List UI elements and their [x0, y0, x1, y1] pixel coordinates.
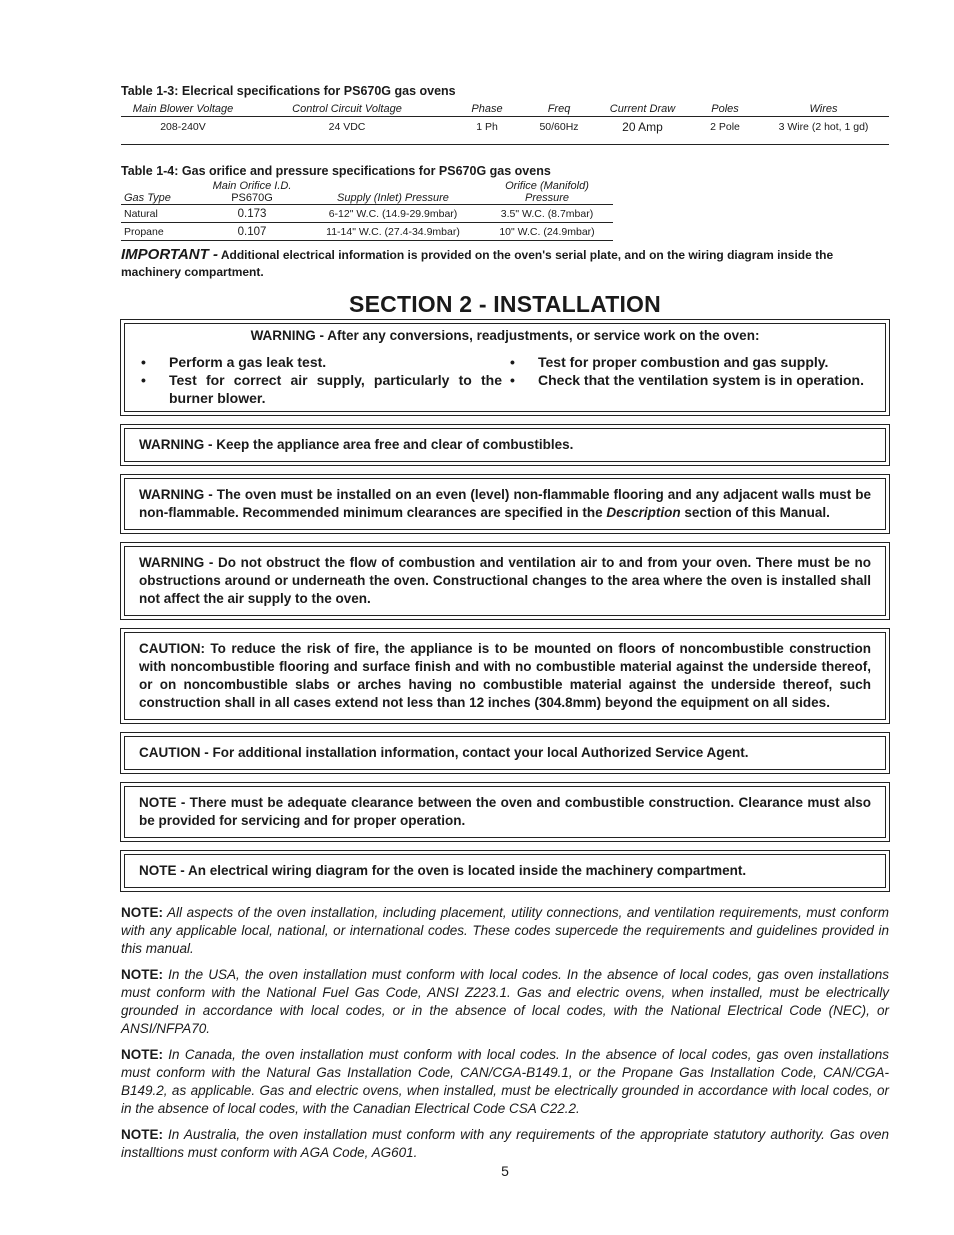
table-1-4-caption: Table 1-4: Gas orifice and pressure specifications for PS670G gas ovens	[121, 164, 551, 178]
cell-main-orifice: 0.107	[199, 223, 305, 241]
note-box-clearance: NOTE - There must be adequate clearance between the oven and combustible construction. Clearance must also be provided for servicing and for proper operation.	[124, 786, 886, 838]
important-label: IMPORTANT -	[121, 246, 218, 263]
manual-page	[121, 84, 889, 1170]
note-label: NOTE:	[121, 905, 163, 920]
warning-bullets	[139, 353, 871, 407]
col-freq: Freq	[525, 103, 593, 117]
note-codes	[121, 904, 889, 958]
warning-flooring-text-end: section of this Manual.	[680, 505, 830, 520]
bullet-column-right	[502, 353, 871, 407]
cell-supply-pressure: 6-12" W.C. (14.9-29.9mbar)	[305, 205, 481, 223]
cell-orifice-pressure: 3.5" W.C. (8.7mbar)	[481, 205, 613, 223]
table-row	[121, 117, 889, 145]
description-reference: Description	[606, 505, 681, 520]
cell-freq: 50/60Hz	[539, 121, 579, 133]
note-canada	[121, 1046, 889, 1118]
col-orifice-pressure	[481, 180, 613, 205]
electrical-spec-table	[121, 103, 889, 145]
cell-poles: 2 Pole	[710, 121, 740, 133]
note-label: NOTE:	[121, 1127, 163, 1142]
section-title: SECTION 2 - INSTALLATION	[349, 291, 661, 317]
col-poles: Poles	[692, 103, 758, 117]
cell-orifice-pressure: 10" W.C. (24.9mbar)	[481, 223, 613, 241]
col-phase: Phase	[449, 103, 525, 117]
col-current-draw: Current Draw	[593, 103, 692, 117]
note-box-wiring: NOTE - An electrical wiring diagram for the oven is located inside the machinery compartment.	[124, 854, 886, 888]
note-text: In Canada, the oven installation must conform with local codes. In the absence of local codes, gas oven installations must conform with the Natural Gas Installation Code, CAN/CGA-B149.1, or the Propane Gas Installation Code, CAN/CGA-B149.2, as applicable. Gas and electric ovens, when installed, must be electrically grounded in accordance with local codes, or in the absence of local codes, with the Canadian Electrical Code CSA C22.2.	[121, 1047, 889, 1116]
cell-main-blower-voltage: 208-240V	[160, 121, 206, 133]
bullet-text: Perform a gas leak test.	[169, 354, 327, 370]
note-usa	[121, 966, 889, 1038]
table-row	[121, 223, 613, 241]
warning-box-flooring	[124, 478, 886, 530]
bullet-icon: •	[141, 354, 146, 370]
caution-box-fire: CAUTION: To reduce the risk of fire, the appliance is to be mounted on floors of noncombustible construction with noncombustible flooring and surface finish and with no combustible material against the underside thereof, or on noncombustible slabs or arches having no combustible material against the underside thereof, such construction shall in all cases extend not less than 12 inches (304.8mm) beyond the equipment on all sides.	[124, 632, 886, 720]
cell-control-circuit-voltage: 24 VDC	[328, 121, 366, 133]
bullet-text: Check that the ventilation system is in operation.	[538, 372, 864, 388]
note-text: All aspects of the oven installation, including placement, utility connections, and ventilation requirements, must conform with any applicable local, national, or international codes. These codes supercede the requirements and guidelines provided in this manual.	[121, 905, 889, 956]
note-label: NOTE:	[121, 1047, 163, 1062]
bullet-column-left	[139, 353, 502, 407]
table-row	[121, 205, 613, 223]
warning-box-combustibles: WARNING - Keep the appliance area free and clear of combustibles.	[124, 428, 886, 462]
warning-flooring-text: WARNING - The oven must be installed on an even (level) non-flammable flooring and any adjacent walls must be non-flammable. Recommended minimum clearances are specified in the	[139, 487, 871, 520]
list-item	[508, 353, 871, 371]
cell-main-orifice: 0.173	[199, 205, 305, 223]
warning-box-service	[124, 323, 886, 412]
gas-orifice-table	[121, 180, 613, 241]
col-main-blower-voltage: Main Blower Voltage	[121, 103, 245, 117]
note-text: In the USA, the oven installation must conform with local codes. In the absence of local codes, gas oven installations must conform with the National Fuel Gas Code, ANSI Z223.1. Gas and electric ovens, when installed, must be electrically grounded in accordance with local codes, or in the absence of local codes, with the National Electrical Code (NEC), or ANSI/NFPA70.	[121, 967, 889, 1036]
col-supply-pressure: Supply (Inlet) Pressure	[305, 180, 481, 205]
col-gas-type: Gas Type	[121, 180, 199, 205]
table-1-3-caption: Table 1-3: Elecrical specifications for PS670G gas ovens	[121, 84, 456, 98]
cell-gas-type: Propane	[121, 223, 199, 241]
bullet-icon: •	[510, 354, 515, 370]
bullet-text: Test for proper combustion and gas supply.	[538, 354, 829, 370]
bullet-icon: •	[141, 372, 146, 388]
col-wires: Wires	[758, 103, 889, 117]
important-text: Additional electrical information is provided on the oven's serial plate, and on the wiring diagram inside the machinery compartment.	[121, 248, 834, 279]
table-header-row	[121, 103, 889, 117]
cell-current-draw: 20 Amp	[622, 120, 663, 134]
orifice-manifold-label: Orifice (Manifold)	[505, 180, 589, 192]
col-main-orifice	[199, 180, 305, 205]
cell-gas-type: Natural	[121, 205, 199, 223]
orifice-pressure-label: Pressure	[524, 192, 570, 204]
list-item	[508, 371, 871, 389]
cell-supply-pressure: 11-14" W.C. (27.4-34.9mbar)	[305, 223, 481, 241]
cell-wires: 3 Wire (2 hot, 1 gd)	[778, 121, 869, 133]
important-notice	[121, 246, 889, 281]
note-label: NOTE:	[121, 967, 163, 982]
note-text: In Australia, the oven installation must conform with any requirements of the appropriate statutory authority. Gas oven installtions must conform with AGA Code, AG601.	[121, 1127, 889, 1160]
page-number: 5	[501, 1163, 509, 1179]
warning-box-airflow: WARNING - Do not obstruct the flow of combustion and ventilation air to and from your oven. There must be no obstructions around or underneath the oven. Constructional changes to the area where the oven is installed shall not affect the air supply to the oven.	[124, 546, 886, 616]
note-australia	[121, 1126, 889, 1162]
main-orifice-model: PS670G	[231, 192, 273, 204]
bullet-icon: •	[510, 372, 515, 388]
warning-heading: WARNING - After any conversions, readjustments, or service work on the oven:	[250, 328, 760, 343]
table-header-row	[121, 180, 613, 205]
list-item	[139, 353, 502, 371]
bullet-text: Test for correct air supply, particularly to the burner blower.	[169, 372, 502, 406]
main-orifice-label: Main Orifice I.D.	[212, 180, 292, 192]
caution-box-service-agent: CAUTION - For additional installation information, contact your local Authorized Service Agent.	[124, 736, 886, 770]
list-item	[139, 371, 502, 407]
col-control-circuit-voltage: Control Circuit Voltage	[245, 103, 449, 117]
cell-phase: 1 Ph	[476, 121, 498, 133]
